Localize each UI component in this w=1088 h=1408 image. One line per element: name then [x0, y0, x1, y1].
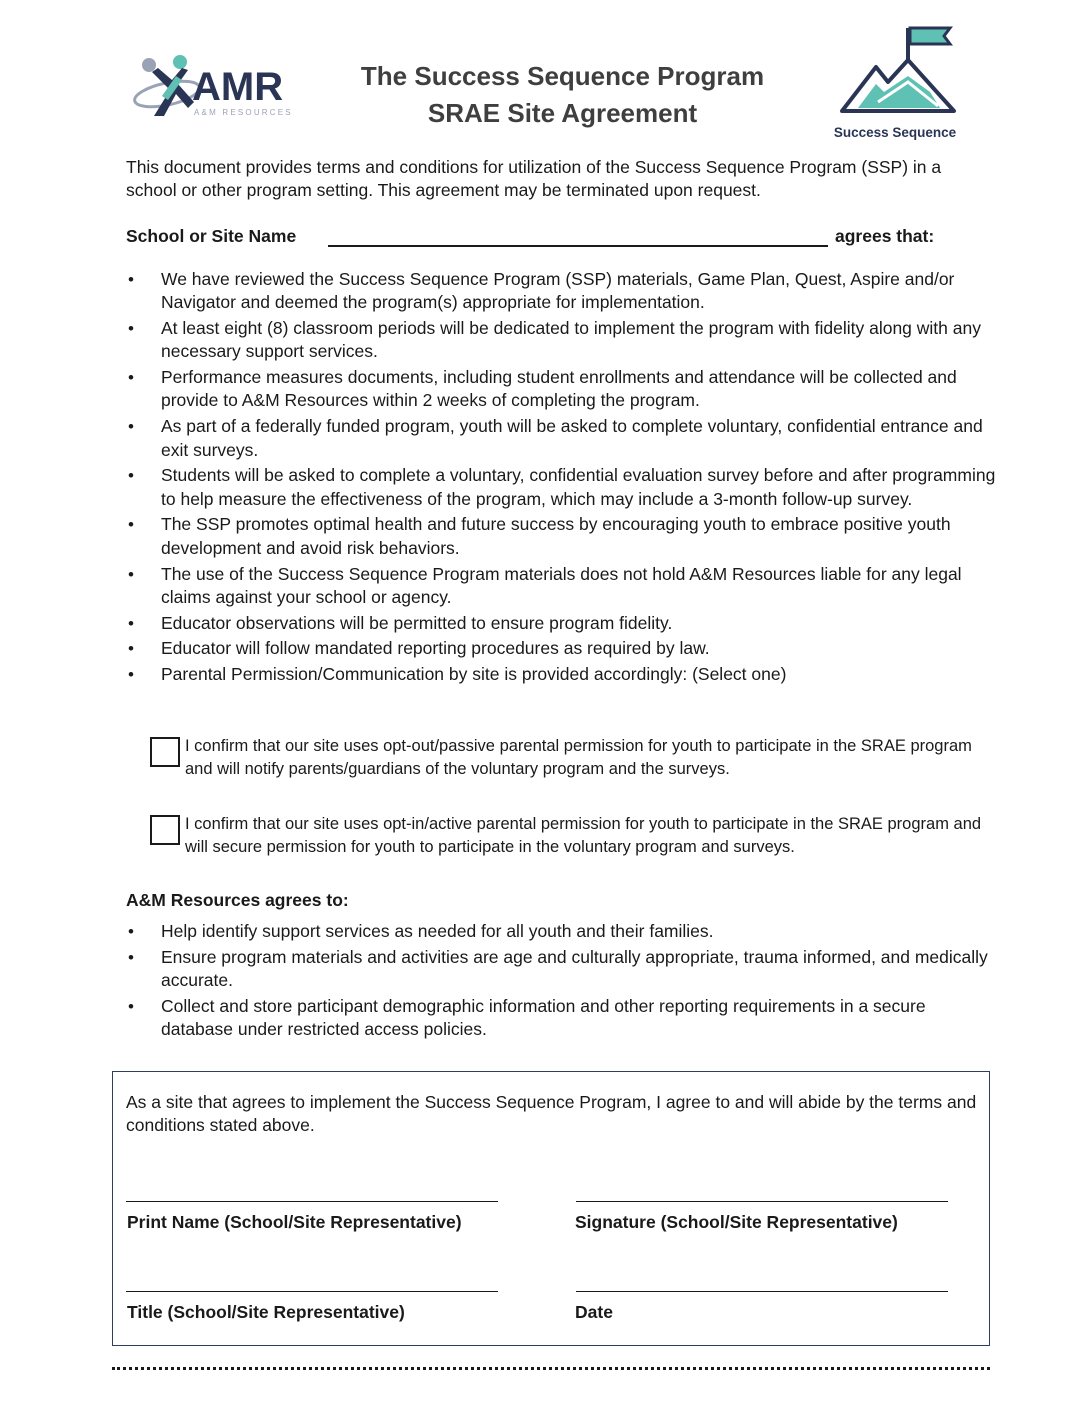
list-item: • Parental Permission/Communication by site is provided accordingly: (Select one) — [126, 663, 996, 686]
list-item: • Educator will follow mandated reporting procedures as required by law. — [126, 637, 996, 660]
amr-logo-text: AMR — [192, 65, 284, 109]
signature-label: Signature (School/Site Representative) — [575, 1212, 898, 1232]
print-name-field[interactable] — [126, 1201, 498, 1202]
site-name-field[interactable] — [328, 245, 828, 247]
site-agreements-list — [126, 268, 996, 689]
date-label: Date — [575, 1302, 613, 1322]
opt-out-permission-text: I confirm that our site uses opt-out/passive parental permission for youth to participate in the SRAE program and will notify parents/guardians of the voluntary program and the surveys. — [185, 737, 972, 778]
mountain-flag-icon — [820, 20, 970, 145]
amr-logo-subtext: A&M RESOURCES — [194, 108, 293, 117]
list-item: • The SSP promotes optimal health and future success by encouraging youth to embrace positive youth development and avoid risk behaviors. — [126, 513, 996, 560]
opt-in-permission-text: I confirm that our site uses opt-in/active parental permission for youth to participate in the SRAE program and will secure permission for youth to participate in the voluntary program and surveys. — [185, 815, 982, 856]
amr-agrees-heading: A&M Resources agrees to: — [126, 890, 349, 910]
title-field[interactable] — [126, 1291, 498, 1292]
title-line-2: SRAE Site Agreement — [427, 98, 698, 128]
dotted-divider — [112, 1367, 990, 1370]
success-sequence-caption: Success Sequence — [833, 125, 957, 140]
page-title — [300, 58, 825, 132]
list-item: • Help identify support services as needed for all youth and their families. — [126, 920, 996, 943]
opt-out-permission-option — [150, 735, 980, 785]
site-name-row — [126, 226, 986, 252]
agreement-statement: As a site that agrees to implement the Success Sequence Program, I agree to and will abide by the terms and conditions stated above. — [126, 1092, 977, 1135]
success-sequence-logo — [820, 20, 970, 145]
opt-out-checkbox[interactable] — [150, 737, 180, 767]
list-item: • Ensure program materials and activities are age and culturally appropriate, trauma informed, and medically accurate. — [126, 946, 996, 993]
title-label: Title (School/Site Representative) — [127, 1302, 405, 1322]
list-item: • At least eight (8) classroom periods will be dedicated to implement the program with fidelity along with any necessary support services. — [126, 317, 996, 364]
list-item: • We have reviewed the Success Sequence Program (SSP) materials, Game Plan, Quest, Aspire and/or Navigator and deemed the program(s) appropriate for implementation. — [126, 268, 996, 315]
agrees-that-label: agrees that: — [835, 226, 935, 246]
list-item: • Educator observations will be permitted to ensure program fidelity. — [126, 612, 996, 635]
list-item: • Collect and store participant demographic information and other reporting requirements in a secure database under restricted access policies. — [126, 995, 996, 1042]
opt-in-checkbox[interactable] — [150, 815, 180, 845]
list-item: • Students will be asked to complete a voluntary, confidential evaluation survey before and after programming to help measure the effectiveness of the program, which may include a 3-month follow-up survey. — [126, 464, 996, 511]
amr-logo — [132, 52, 307, 124]
list-item: • The use of the Success Sequence Program materials does not hold A&M Resources liable for any legal claims against your school or agency. — [126, 563, 996, 610]
signature-field[interactable] — [576, 1201, 948, 1202]
opt-in-permission-option — [150, 813, 980, 863]
title-line-1: The Success Sequence Program — [360, 61, 765, 91]
intro-paragraph: This document provides terms and conditions for utilization of the Success Sequence Program (SSP) in a school or other program setting. This agreement may be terminated upon request. — [126, 157, 942, 200]
site-name-label: School or Site Name — [126, 226, 297, 246]
print-name-label: Print Name (School/Site Representative) — [127, 1212, 462, 1232]
amr-logo-mark — [132, 52, 307, 124]
list-item: • Performance measures documents, including student enrollments and attendance will be collected and provide to A&M Resources within 2 weeks of completing the program. — [126, 366, 996, 413]
amr-agreements-list — [126, 920, 996, 1044]
date-field[interactable] — [576, 1291, 948, 1292]
list-item: • As part of a federally funded program, youth will be asked to complete voluntary, confidential entrance and exit surveys. — [126, 415, 996, 462]
